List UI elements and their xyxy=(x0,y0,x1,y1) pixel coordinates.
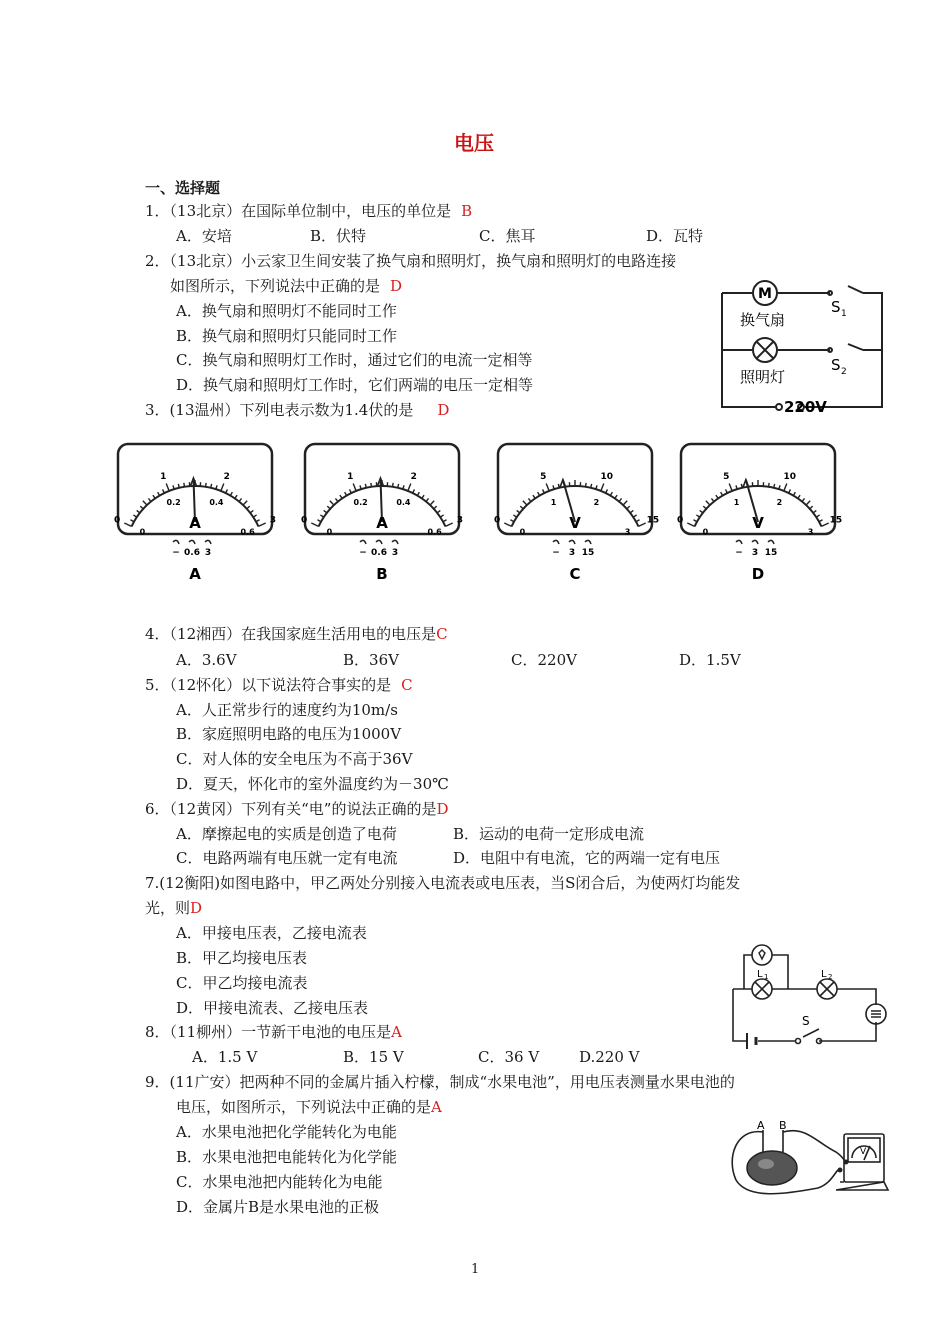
option: C．36 V xyxy=(478,1048,540,1066)
lamp-label: 照明灯 xyxy=(740,368,786,386)
option: D．夏天，怀化市的室外温度约为－30℃ xyxy=(176,775,449,793)
option: B．运动的电荷一定形成电流 xyxy=(453,825,645,843)
option: D．瓦特 xyxy=(646,227,704,245)
question-6 xyxy=(145,799,449,819)
option: B．36V xyxy=(343,651,399,669)
tick-label-bottom: 2 xyxy=(776,498,783,508)
terminal-label: 3 xyxy=(204,548,212,558)
tick-label-bottom: 0 xyxy=(702,527,709,537)
answer: D xyxy=(190,899,203,917)
option: C．水果电池把内能转化为电能 xyxy=(176,1173,383,1191)
option: C．对人体的安全电压为不高于36V xyxy=(176,750,413,768)
option: A．安培 xyxy=(176,227,232,245)
tick-label-top: 3 xyxy=(269,515,277,526)
question-stem: 8．（11柳州）一节新干电池的电压是 xyxy=(145,1023,392,1041)
motor-label: M xyxy=(758,286,772,302)
answer: C xyxy=(436,625,448,643)
option: D．金属片B是水果电池的正极 xyxy=(176,1198,380,1216)
meter-option-label: B xyxy=(376,565,388,583)
meter-option-label: A xyxy=(189,565,201,583)
tick-label-top: 15 xyxy=(646,515,660,526)
tick-label-bottom: 0 xyxy=(139,527,146,537)
tick-label-bottom: 3 xyxy=(624,527,631,537)
meters-figure xyxy=(113,438,843,586)
option: D．甲接电流表、乙接电压表 xyxy=(176,999,369,1017)
option: B．换气扇和照明灯只能同时工作 xyxy=(176,327,398,345)
terminal-label: 3 xyxy=(391,548,399,558)
meter-jia-icon xyxy=(752,945,772,965)
meter-unit: V xyxy=(752,514,764,532)
switch-1-sub: 1 xyxy=(841,309,847,319)
section-heading: 一、选择题 xyxy=(145,179,221,197)
option: B．15 V xyxy=(343,1048,404,1066)
option: C．焦耳 xyxy=(479,227,536,245)
tick-label-bottom: 3 xyxy=(807,527,814,537)
tick-label-bottom: 0.2 xyxy=(353,498,368,508)
terminal-label: 15 xyxy=(764,548,778,558)
option: C．甲乙均接电流表 xyxy=(176,974,308,992)
tick-label-top: 5 xyxy=(540,472,547,483)
terminal-label: 3 xyxy=(751,548,759,558)
terminal-label: 0.6 xyxy=(371,548,387,558)
terminal-label: − xyxy=(172,548,180,558)
question-stem: 电压，如图所示，下列说法中正确的是 xyxy=(176,1098,432,1116)
circuit-diagram-q2 xyxy=(718,278,886,416)
tick-label-top: 3 xyxy=(456,515,464,526)
switch-label: S xyxy=(802,1014,810,1028)
probe-a-label: A xyxy=(757,1119,765,1132)
tick-label-bottom: 0 xyxy=(326,527,333,537)
tick-label-top: 5 xyxy=(723,472,730,483)
terminal-label: − xyxy=(735,548,743,558)
terminal-label: 15 xyxy=(581,548,595,558)
tick-label-bottom: 1 xyxy=(733,498,740,508)
tick-label-top: 0 xyxy=(676,515,684,526)
tick-label-top: 2 xyxy=(410,472,417,483)
option: C．电路两端有电压就一定有电流 xyxy=(176,849,398,867)
lemon-icon xyxy=(747,1151,797,1185)
fan-label: 换气扇 xyxy=(740,311,786,329)
option: A．换气扇和照明灯不能同时工作 xyxy=(176,302,397,320)
fruit-battery-figure xyxy=(726,1118,890,1200)
terminal-label: 3 xyxy=(568,548,576,558)
answer: C xyxy=(401,676,413,694)
terminal-label: − xyxy=(359,548,367,558)
tick-label-top: 10 xyxy=(600,472,614,483)
option: D.220 V xyxy=(579,1048,640,1066)
switch-1-label: S xyxy=(831,298,841,316)
lamp-l2-label: L xyxy=(821,969,827,980)
question-2-cont xyxy=(170,276,402,296)
lamp-l1-sub: 1 xyxy=(764,973,769,981)
question-9: 9．(11广安）把两种不同的金属片插入柠檬，制成“水果电池”，用电压表测量水果电池的 xyxy=(145,1073,735,1091)
question-5 xyxy=(145,675,413,695)
tick-label-top: 0 xyxy=(300,515,308,526)
option: D．1.5V xyxy=(679,651,741,669)
question-stem: 3．(13温州）下列电表示数为1.4伏的是 xyxy=(145,401,414,419)
answer: D xyxy=(390,277,403,295)
circuit-diagram-q7 xyxy=(724,937,894,1051)
answer: B xyxy=(461,202,473,220)
terminal-label: 0.6 xyxy=(184,548,200,558)
tick-label-bottom: 0 xyxy=(519,527,526,537)
tick-label-top: 10 xyxy=(783,472,797,483)
meter-D xyxy=(677,444,842,583)
tick-label-top: 1 xyxy=(347,472,354,483)
option: A．摩擦起电的实质是创造了电荷 xyxy=(176,825,397,843)
tick-label-bottom: 1 xyxy=(550,498,557,508)
meter-unit: A xyxy=(189,514,201,532)
question-1 xyxy=(145,201,472,221)
terminal-label: − xyxy=(552,548,560,558)
option: D．换气扇和照明灯工作时，它们两端的电压一定相等 xyxy=(176,376,534,394)
meter-B xyxy=(301,444,463,583)
question-8 xyxy=(145,1022,402,1042)
switch-2-label: S xyxy=(831,356,841,374)
question-stem: 5．（12怀化）以下说法符合事实的是 xyxy=(145,676,392,694)
option: A．1.5 V xyxy=(192,1048,258,1066)
meter-option-label: C xyxy=(569,565,581,583)
question-stem: 如图所示，下列说法中正确的是 xyxy=(170,277,381,295)
option: B．水果电池把电能转化为化学能 xyxy=(176,1148,398,1166)
voltmeter-label: V xyxy=(860,1147,867,1157)
meter-unit: A xyxy=(376,514,388,532)
question-4 xyxy=(145,624,448,644)
page-number: 1 xyxy=(471,1262,480,1277)
question-7: 7.(12衡阳)如图电路中，甲乙两处分别接入电流表或电压表，当S闭合后，为使两灯均能发 xyxy=(145,874,741,892)
tick-label-bottom: 0.2 xyxy=(166,498,181,508)
lamp-l2-sub: 2 xyxy=(828,973,833,981)
question-9-cont xyxy=(176,1097,442,1117)
meter-C xyxy=(494,444,659,583)
option: B．甲乙均接电压表 xyxy=(176,949,308,967)
answer: A xyxy=(431,1098,442,1116)
question-2: 2．（13北京）小云家卫生间安装了换气扇和照明灯，换气扇和照明灯的电路连接 xyxy=(145,252,677,270)
option: A．3.6V xyxy=(176,651,237,669)
tick-label-bottom: 2 xyxy=(593,498,600,508)
page-title: 电压 xyxy=(454,131,494,155)
tick-label-top: 2 xyxy=(223,472,230,483)
tick-label-bottom: 0.4 xyxy=(396,498,411,508)
supply-label: 220V xyxy=(784,398,827,416)
question-stem: 4．（12湘西）在我国家庭生活用电的电压是 xyxy=(145,625,437,643)
question-stem: 1．（13北京）在国际单位制中，电压的单位是 xyxy=(145,202,452,220)
probe-b-label: B xyxy=(779,1119,787,1132)
option: B．伏特 xyxy=(310,227,367,245)
question-stem: 光，则 xyxy=(145,899,191,917)
tick-label-bottom: 0.6 xyxy=(427,527,442,537)
meter-unit: V xyxy=(569,514,581,532)
meter-option-label: D xyxy=(751,565,765,583)
tick-label-top: 1 xyxy=(160,472,167,483)
option: D．电阻中有电流，它的两端一定有电压 xyxy=(453,849,721,867)
tick-label-bottom: 0.4 xyxy=(209,498,224,508)
answer: D xyxy=(436,800,449,818)
option: C．换气扇和照明灯工作时，通过它们的电流一定相等 xyxy=(176,351,533,369)
lamp-l1-label: L xyxy=(757,969,763,980)
tick-label-top: 15 xyxy=(829,515,843,526)
option: A．人正常步行的速度约为10m/s xyxy=(176,701,398,719)
option: A．甲接电压表，乙接电流表 xyxy=(176,924,367,942)
tick-label-top: 0 xyxy=(113,515,121,526)
question-stem: 6．（12黄冈）下列有关“电”的说法正确的是 xyxy=(145,800,437,818)
option: C．220V xyxy=(511,651,577,669)
option: B．家庭照明电路的电压为1000V xyxy=(176,725,402,743)
answer: D xyxy=(437,401,450,419)
answer: A xyxy=(391,1023,402,1041)
switch-2-sub: 2 xyxy=(841,367,847,377)
option: A．水果电池把化学能转化为电能 xyxy=(176,1123,397,1141)
question-7-cont xyxy=(145,898,202,918)
question-3 xyxy=(145,400,449,420)
meter-A xyxy=(114,444,276,583)
tick-label-bottom: 0.6 xyxy=(240,527,255,537)
tick-label-top: 0 xyxy=(493,515,501,526)
